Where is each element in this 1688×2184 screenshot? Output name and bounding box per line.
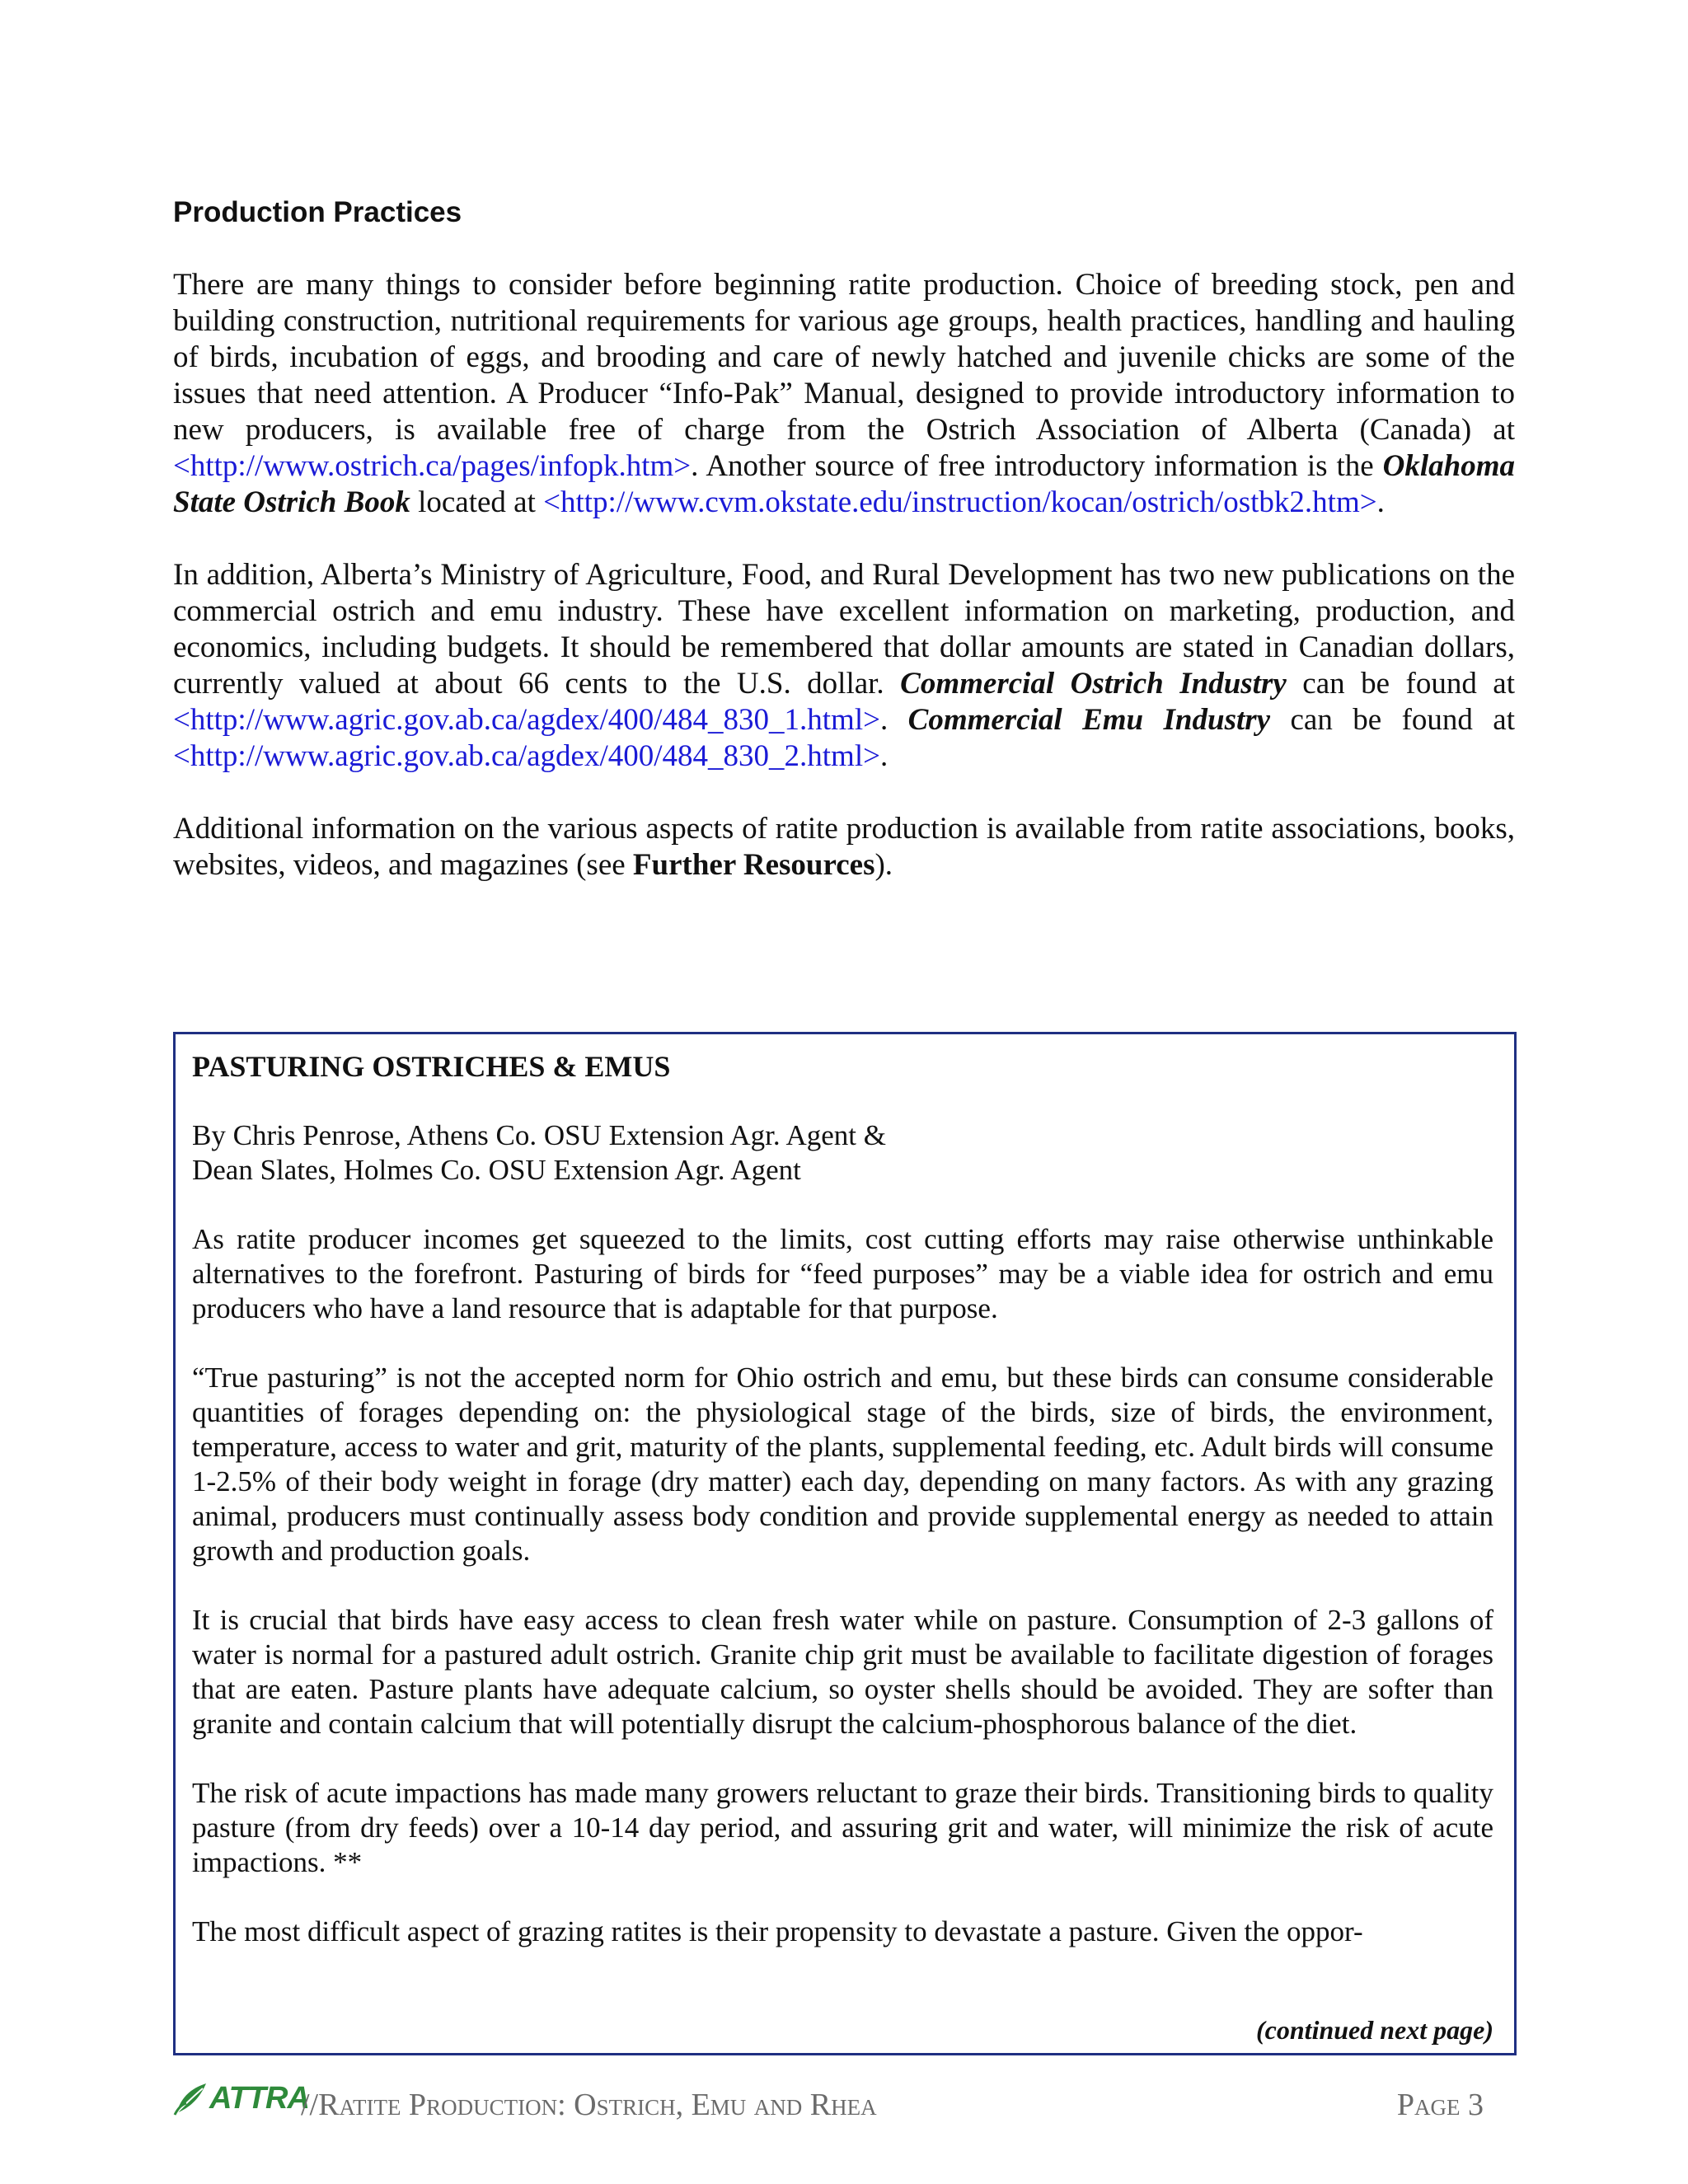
text: can be found at [1286,667,1515,701]
sidebar-paragraph: The most difficult aspect of grazing ratites is their propensity to devastate a pasture. Given the oppor- [192,1915,1363,1947]
section-heading: Production Practices [173,196,462,228]
sidebar-paragraph: It is crucial that birds have easy access to clean fresh water while on pasture. Consumption of 2-3 gallons of water is normal for a pastured adult ostrich. Granite chip grit must be available to facilitate digestion of forages that are eaten. Pasture plants have adequate calcium, so oyster shells should be avoided. They are softer than granite and contain calcium that will potentially disrupt the calcium-phosphorous balance of the diet. [192,1604,1493,1740]
paragraph-intro [173,267,1515,521]
text: ). [874,848,893,882]
further-resources-ref: Further Resources [632,848,875,882]
paragraph-additional [173,811,1515,883]
author-line: By Chris Penrose, Athens Co. OSU Extension Agr. Agent & [192,1119,886,1151]
text: . [879,703,908,737]
attra-logo [173,2080,309,2116]
okstate-ostrich-book-link[interactable]: <http://www.cvm.okstate.edu/instruction/kocan/ostrich/ostbk2.htm> [543,485,1377,519]
leaf-icon [173,2080,209,2116]
sidebar-paragraph: The risk of acute impactions has made many growers reluctant to graze their birds. Transitioning birds to quality pasture (from dry feeds) over a 10-14 day period, and assuring grit and water, will minimize the risk of acute impactions. ** [192,1777,1493,1878]
page-number: Page 3 [1396,2088,1484,2122]
commercial-emu-link[interactable]: <http://www.agric.gov.ab.ca/agdex/400/484_830_2.html> [173,739,880,773]
text: . [879,739,889,773]
text: Additional information on the various aspects of ratite production is available from ratite associations, books, websites, videos, and magazines (see [173,812,1515,882]
publication-title-ostrich: Commercial Ostrich Industry [900,667,1287,701]
text: . [1376,485,1385,519]
author-line: Dean Slates, Holmes Co. OSU Extension Agr. Agent [192,1154,801,1186]
sidebar-paragraph: “True pasturing” is not the accepted norm for Ohio ostrich and emu, but these birds can consume considerable quantities of forages depending on: the physiological stage of the birds, size of birds, the environment, temperature, access to water and grit, maturity of the plants, supplemental feeding, etc. Adult birds will consume 1-2.5% of their body weight in forage (dry matter) each day, depending on many factors. As with any grazing animal, producers must continually assess body condition and provide supplemental energy as needed to attain growth and production goals. [192,1361,1493,1567]
page-body [173,194,1515,920]
continued-note: (continued next page) [1256,2015,1493,2045]
text: . Another source of free introductory information is the [691,449,1383,483]
logo-text: ATTRA [209,2081,309,2116]
book-title: Oklahoma State Ostrich Book [173,449,1515,519]
text: In addition, Alberta’s Ministry of Agriculture, Food, and Rural Development has two new publications on the commercial ostrich and emu industry. These have excellent information on marketing, production, and economics, including budgets. It should be remembered that dollar amounts are stated in Canadian dollars, currently valued at about 66 cents to the U.S. dollar. [173,558,1515,701]
sidebar-title: PASTURING OSTRICHES & EMUS [192,1050,671,1083]
footer-title: //Ratite Production: Ostrich, Emu and Rhea [301,2088,877,2122]
commercial-ostrich-link[interactable]: <http://www.agric.gov.ab.ca/agdex/400/484_830_1.html> [173,703,880,737]
sidebar-paragraph: As ratite producer incomes get squeezed to the limits, cost cutting efforts may raise otherwise unthinkable alternatives to the forefront. Pasturing of birds for “feed purposes” may be a viable idea for ostrich and emu producers who have a land resource that is adaptable for that purpose. [192,1223,1493,1324]
text: located at [410,485,544,519]
text: There are many things to consider before beginning ratite production. Choice of breeding stock, pen and building construction, nutritional requirements for various age groups, health practices, handling and hauling of birds, incubation of eggs, and brooding and care of newly hatched and juvenile chicks are some of the issues that need attention. A Producer “Info-Pak” Manual, designed to provide introductory information to new producers, is available free of charge from the Ostrich Association of Alberta (Canada) at [173,268,1515,447]
publication-title-emu: Commercial Emu Industry [907,703,1271,737]
ostrich-infopak-link[interactable]: <http://www.ostrich.ca/pages/infopk.htm> [173,449,692,483]
sidebar-authors [192,1118,1493,1188]
text: can be found at [1270,703,1516,737]
page-footer [173,2079,1484,2128]
paragraph-alberta [173,557,1515,775]
pasturing-sidebar [173,1032,1517,2055]
